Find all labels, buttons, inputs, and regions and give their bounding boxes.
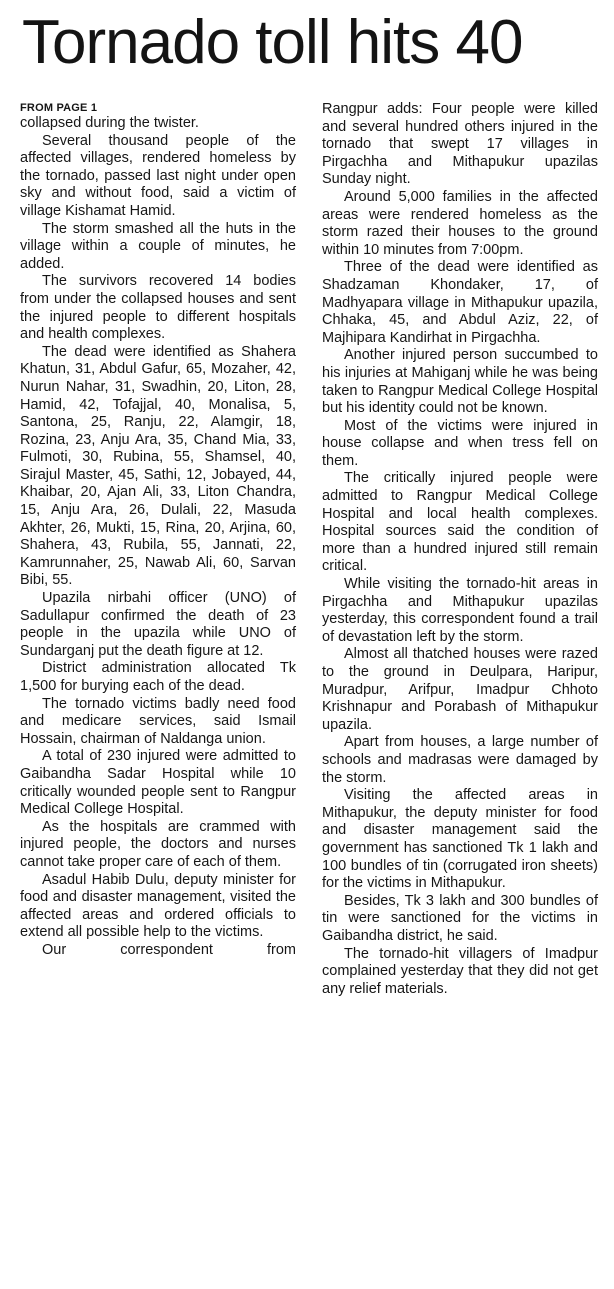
paragraph: The storm smashed all the huts in the village within a couple of minutes, he added. (20, 220, 296, 272)
paragraph: A total of 230 injured were admitted to Gaibandha Sadar Hospital while 10 critically wounded people sent to Rangpur Medical College Hospital. (20, 748, 296, 818)
paragraph: Around 5,000 families in the affected areas were rendered homeless as the storm razed their houses to the ground within 10 minutes from 7:00pm. (322, 188, 598, 258)
article-column-right (322, 101, 598, 998)
paragraph-continuation: Rangpur adds: Four people were killed and several hundred others injured in the tornado that swept 17 villages in Pirgachha and Mithapukur upazilas Sunday night. (322, 101, 598, 188)
paragraph: Several thousand people of the affected villages, rendered homeless by the tornado, passed last night under open sky and without food, said a victim of village Kishamat Hamid. (20, 132, 296, 219)
paragraph: While visiting the tornado-hit areas in Pirgachha and Mithapukur upazilas yesterday, this correspondent found a trail of devastation left by the storm. (322, 576, 598, 645)
paragraph: Another injured person succumbed to his injuries at Mahiganj while he was being taken to Rangpur Medical College Hospital but his identity could not be known. (322, 347, 598, 417)
article-column-left (20, 101, 296, 960)
paragraph-continuation: collapsed during the twister. (20, 115, 199, 131)
paragraph: Upazila nirbahi officer (UNO) of Sadullapur confirmed the death of 23 people in the upazila while UNO of Sundarganj put the death figure at 12. (20, 590, 296, 659)
paragraph: Apart from houses, a large number of schools and madrasas were damaged by the storm. (322, 734, 598, 786)
continuation-kicker: FROM PAGE 1 (20, 102, 98, 114)
paragraph: Three of the dead were identified as Shadzaman Khondaker, 17, of Madhyapara village in Mithapukur upazila, Chhaka, 45, and Abdul Aziz, 22, of Majhipara Kandirhat in Pirgachha. (322, 259, 598, 346)
paragraph: Our correspondent from (42, 941, 296, 958)
paragraph: District administration allocated Tk 1,500 for burying each of the dead. (20, 660, 296, 694)
headline: Tornado toll hits 40 (22, 8, 523, 77)
paragraph: The tornado victims badly need food and medicare services, said Ismail Hossain, chairman of Naldanga union. (20, 695, 296, 747)
paragraph: Asadul Habib Dulu, deputy minister for food and disaster management, visited the affected areas and ordered officials to extend all possible help to the victims. (20, 871, 296, 941)
paragraph: Besides, Tk 3 lakh and 300 bundles of tin were sanctioned for the victims in Gaibandha district, he said. (322, 892, 598, 944)
paragraph: The tornado-hit villagers of Imadpur complained yesterday that they did not get any relief materials. (322, 945, 598, 997)
paragraph-victim-list: The dead were identified as Shahera Khatun, 31, Abdul Gafur, 65, Mozaher, 42, Nurun Nahar, 31, Swadhin, 20, Liton, 28, Hamid, 42, Tofajjal, 40, Monalisa, 5, Santona, 25, Ranju, 22, Alamgir, 18, Rozina, 23, Anju Ara, 35, Chand Mia, 33, Fulmoti, 30, Rubina, 55, Shamsel, 40, Sirajul Master, 45, Sathi, 12, Jobayed, 44, Khaibar, 20, Ajan Ali, 33, Liton Chandra, 15, Anju Ara, 26, Dulali, 22, Masuda Akhter, 26, Mukti, 15, Rina, 20, Arjina, 60, Shahera, 43, Rubila, 55, Jannati, 22, Kamrunnaher, 25, Nawab Ali, 60, Sarvan Bibi, 55. (20, 343, 296, 589)
paragraph: As the hospitals are crammed with injured people, the doctors and nurses cannot take proper care of each of them. (20, 818, 296, 870)
paragraph: The survivors recovered 14 bodies from under the collapsed houses and sent the injured people to different hospitals and health complexes. (20, 273, 296, 343)
paragraph: The critically injured people were admitted to Rangpur Medical College Hospital and local health complexes. Hospital sources said the condition of more than a hundred injured still remain critical. (322, 470, 598, 575)
paragraph: Almost all thatched houses were razed to the ground in Deulpara, Haripur, Muradpur, Arifpur, Imadpur Chhoto Krishnapur and Porabash of Mithapukur upazila. (322, 646, 598, 733)
paragraph: Visiting the affected areas in Mithapukur, the deputy minister for food and disaster management said the government has sanctioned Tk 1 lakh and 100 bundles of tin (corrugated iron sheets) for the victims in Mithapukur. (322, 787, 598, 892)
paragraph: Most of the victims were injured in house collapse and when tress fell on them. (322, 417, 598, 469)
